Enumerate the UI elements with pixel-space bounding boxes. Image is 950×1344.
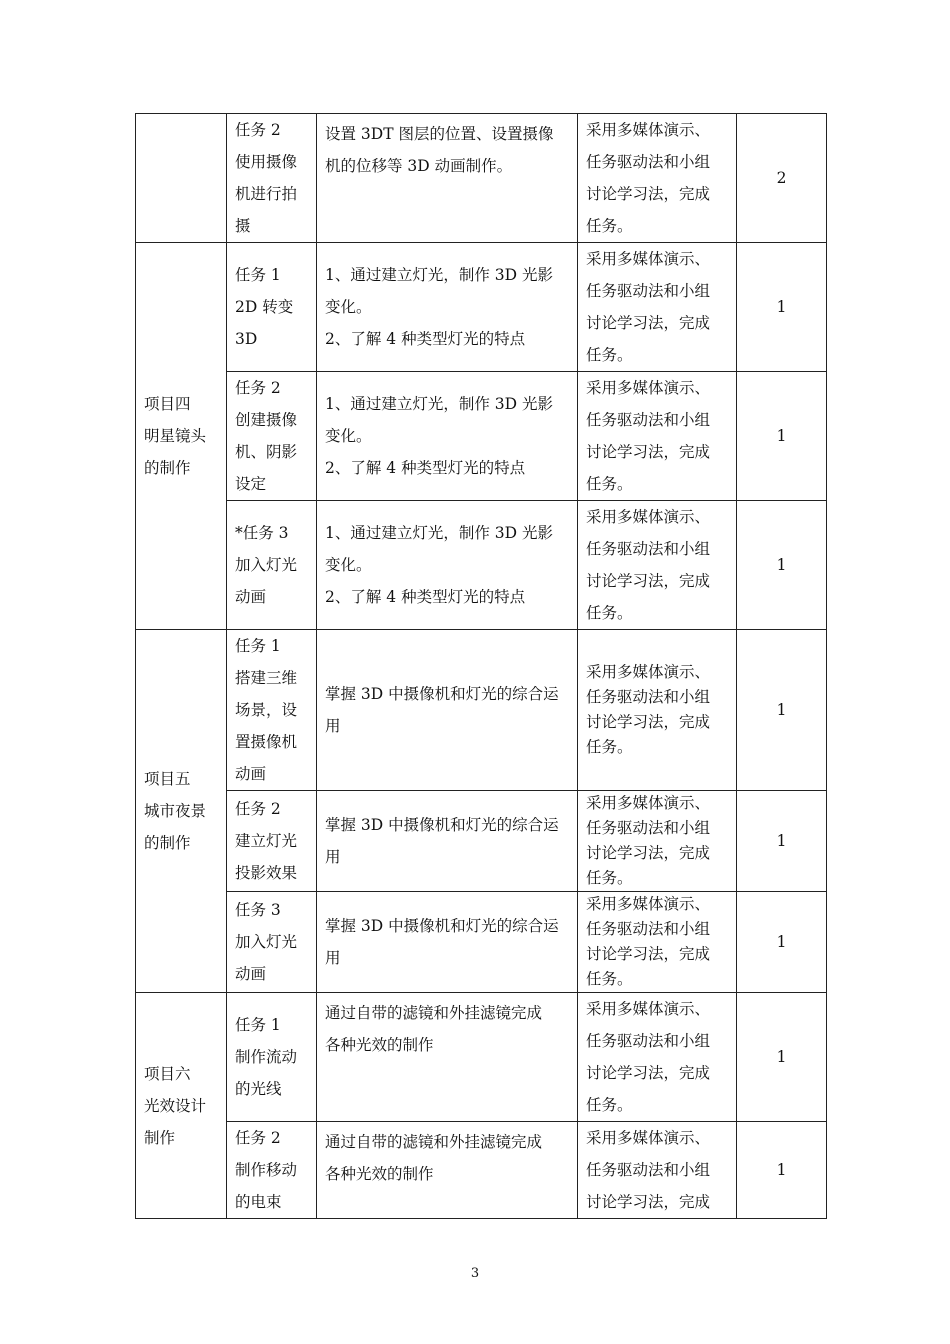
table-row (136, 1122, 827, 1219)
table-row (136, 791, 827, 892)
page-number: 3 (470, 1266, 480, 1281)
task-cell: 任务 3 加入灯光 动画 (227, 892, 317, 993)
method-cell: 采用多媒体演示、 任务驱动法和小组 讨论学习法，完成 任务。 (578, 993, 737, 1122)
hours-cell: 1 (737, 243, 827, 372)
table-row (136, 501, 827, 630)
method-cell: 采用多媒体演示、 任务驱动法和小组 讨论学习法，完成 任务。 (578, 114, 737, 243)
task-cell: 任务 1 制作流动 的光线 (227, 993, 317, 1122)
hours-cell: 1 (737, 791, 827, 892)
table-row (136, 892, 827, 993)
content-cell: 1、通过建立灯光，制作 3D 光影 变化。 2、了解 4 种类型灯光的特点 (317, 501, 578, 630)
task-cell: *任务 3 加入灯光 动画 (227, 501, 317, 630)
method-cell: 采用多媒体演示、 任务驱动法和小组 讨论学习法，完成 任务。 (578, 501, 737, 630)
content-cell: 掌握 3D 中摄像机和灯光的综合运 用 (317, 791, 578, 892)
table-row (136, 114, 827, 243)
task-cell: 任务 2 建立灯光 投影效果 (227, 791, 317, 892)
method-cell: 采用多媒体演示、 任务驱动法和小组 讨论学习法，完成 任务。 (578, 243, 737, 372)
hours-cell: 2 (737, 114, 827, 243)
hours-cell: 1 (737, 630, 827, 791)
table-row (136, 630, 827, 791)
method-cell: 采用多媒体演示、 任务驱动法和小组 讨论学习法，完成 (578, 1122, 737, 1219)
hours-cell: 1 (737, 892, 827, 993)
method-cell: 采用多媒体演示、 任务驱动法和小组 讨论学习法，完成 任务。 (578, 372, 737, 501)
table-row (136, 993, 827, 1122)
table-row (136, 243, 827, 372)
content-cell: 掌握 3D 中摄像机和灯光的综合运 用 (317, 630, 578, 791)
content-cell: 1、通过建立灯光，制作 3D 光影 变化。 2、了解 4 种类型灯光的特点 (317, 372, 578, 501)
task-cell: 任务 2 创建摄像 机、阴影 设定 (227, 372, 317, 501)
hours-cell: 1 (737, 501, 827, 630)
hours-cell: 1 (737, 372, 827, 501)
project-cell (136, 114, 227, 243)
course-plan-table (135, 113, 827, 1219)
hours-cell: 1 (737, 993, 827, 1122)
task-cell: 任务 2 使用摄像 机进行拍 摄 (227, 114, 317, 243)
project-cell: 项目六 光效设计 制作 (136, 993, 227, 1219)
method-cell: 采用多媒体演示、 任务驱动法和小组 讨论学习法，完成 任务。 (578, 892, 737, 993)
hours-cell: 1 (737, 1122, 827, 1219)
content-cell: 掌握 3D 中摄像机和灯光的综合运 用 (317, 892, 578, 993)
task-cell: 任务 1 2D 转变 3D (227, 243, 317, 372)
project-cell: 项目四 明星镜头 的制作 (136, 243, 227, 630)
content-cell: 通过自带的滤镜和外挂滤镜完成 各种光效的制作 (317, 1122, 578, 1219)
content-cell: 通过自带的滤镜和外挂滤镜完成 各种光效的制作 (317, 993, 578, 1122)
task-cell: 任务 2 制作移动 的电束 (227, 1122, 317, 1219)
task-cell: 任务 1 搭建三维 场景，设 置摄像机 动画 (227, 630, 317, 791)
method-cell: 采用多媒体演示、 任务驱动法和小组 讨论学习法，完成 任务。 (578, 791, 737, 892)
project-cell: 项目五 城市夜景 的制作 (136, 630, 227, 993)
content-cell: 设置 3DT 图层的位置、设置摄像 机的位移等 3D 动画制作。 (317, 114, 578, 243)
method-cell: 采用多媒体演示、 任务驱动法和小组 讨论学习法，完成 任务。 (578, 630, 737, 791)
table-row (136, 372, 827, 501)
content-cell: 1、通过建立灯光，制作 3D 光影 变化。 2、了解 4 种类型灯光的特点 (317, 243, 578, 372)
